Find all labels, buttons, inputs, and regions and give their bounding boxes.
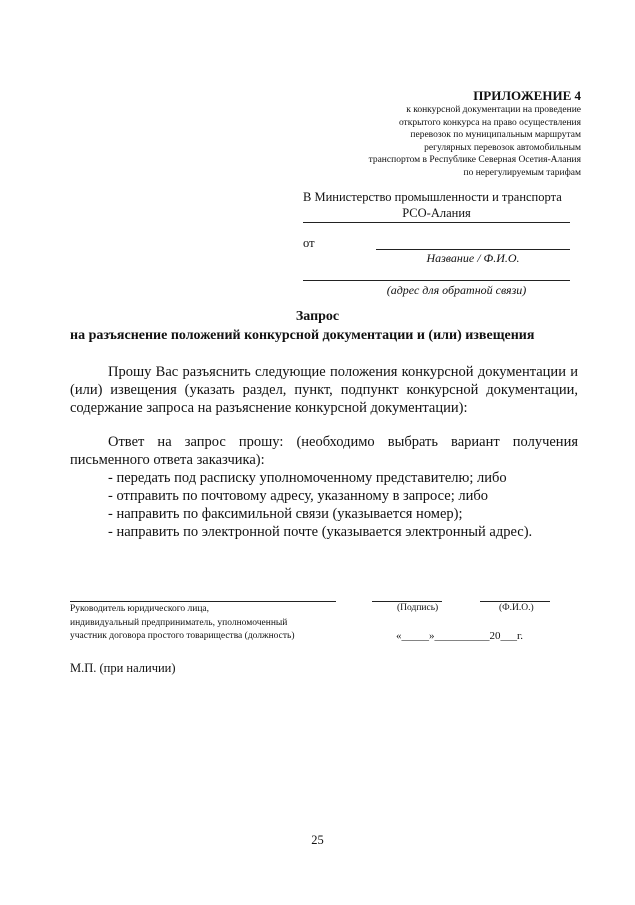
response-option: - направить по факсимильной связи (указывается номер); xyxy=(108,506,463,522)
addressee-ministry: В Министерство промышленности и транспорта xyxy=(303,190,562,204)
page-number: 25 xyxy=(311,833,324,847)
full-name-caption: (Ф.И.О.) xyxy=(499,603,534,613)
sender-address-caption: (адрес для обратной связи) xyxy=(386,283,527,297)
signatory-role-line: индивидуальный предприниматель, уполномоченный xyxy=(70,617,288,628)
signatory-role-line: участник договора простого товарищества (должность) xyxy=(70,631,295,641)
stamp-note: М.П. (при наличии) xyxy=(70,661,176,675)
signatory-role xyxy=(70,603,295,644)
sender-name-caption: Название / Ф.И.О. xyxy=(426,251,520,265)
appendix-line: транспортом в Республике Северная Осетия-Алания xyxy=(368,155,581,166)
appendix-line: к конкурсной документации на проведение xyxy=(406,105,581,115)
document-title: Запрос xyxy=(295,309,340,324)
response-text: Ответ на запрос прошу: (необходимо выбрать вариант получения письменного ответа заказчика): xyxy=(70,434,578,468)
document-subtitle: на разъяснение положений конкурсной документации и (или) извещения xyxy=(70,328,535,343)
appendix-line: по нерегулируемым тарифам xyxy=(463,167,581,178)
from-label: от xyxy=(303,236,315,250)
response-option: - передать под расписку уполномоченному представителю; либо xyxy=(108,470,507,486)
addressee-org: РСО-Алания xyxy=(402,206,471,220)
request-text: Прошу Вас разъяснить следующие положения конкурсной документации и (или) извещения (указать раздел, пункт, подпункт конкурсной документации, содержание запроса на разъяснение конкурсной документации): xyxy=(70,364,578,416)
addressee-underline xyxy=(303,222,570,223)
date-field[interactable]: «_____»__________20___г. xyxy=(396,630,524,642)
position-field[interactable] xyxy=(70,601,336,602)
appendix-line: открытого конкурса на право осуществления xyxy=(398,117,581,128)
appendix-line: регулярных перевозок автомобильным xyxy=(424,142,581,153)
appendix-subtitle xyxy=(369,104,581,180)
sender-name-field[interactable] xyxy=(376,249,570,250)
appendix-title: ПРИЛОЖЕНИЕ 4 xyxy=(473,88,581,103)
signature-caption: (Подпись) xyxy=(397,603,439,613)
sender-address-field[interactable] xyxy=(303,280,570,281)
full-name-field[interactable] xyxy=(480,601,550,602)
response-option: - отправить по почтовому адресу, указанному в запросе; либо xyxy=(108,488,488,504)
signatory-role-line: Руководитель юридического лица, xyxy=(70,604,210,614)
appendix-line: перевозок по муниципальным маршрутам xyxy=(410,130,581,141)
response-paragraph xyxy=(70,433,578,541)
request-paragraph xyxy=(70,363,578,417)
signature-field[interactable] xyxy=(372,601,442,602)
response-option: - направить по электронной почте (указывается электронный адрес). xyxy=(108,524,533,540)
